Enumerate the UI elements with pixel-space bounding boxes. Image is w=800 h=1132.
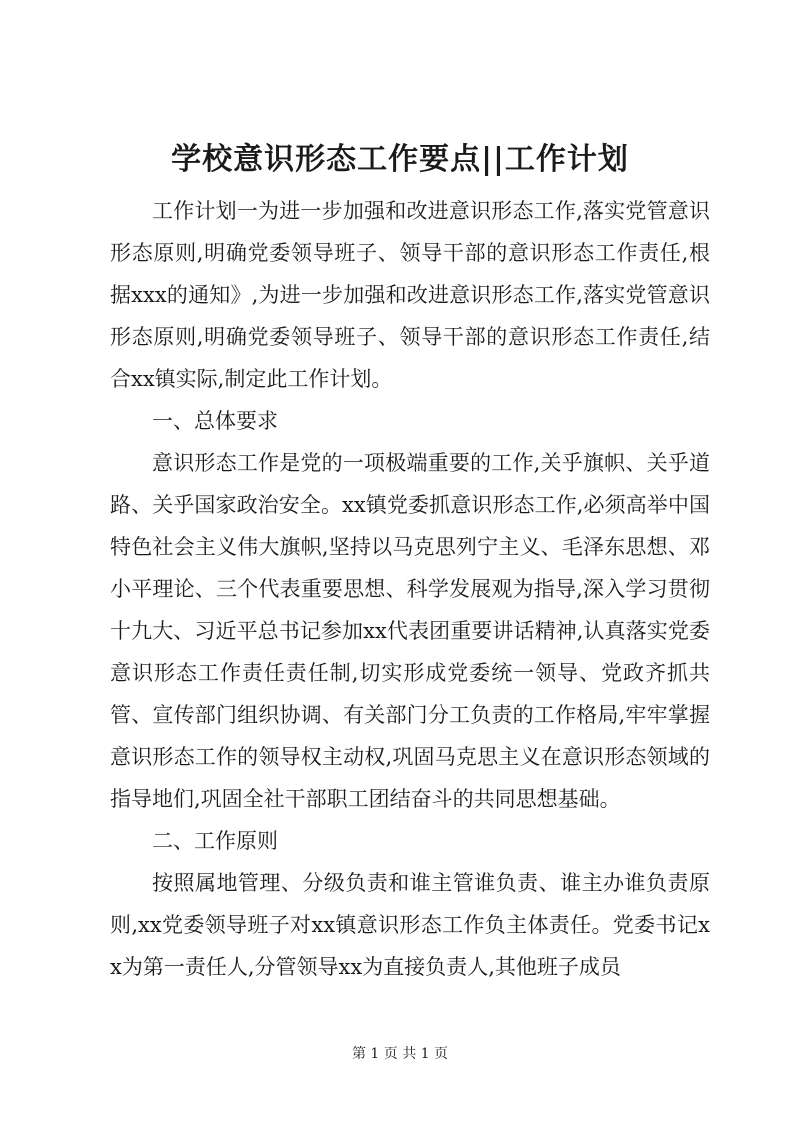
page-number-footer: 第 1 页 共 1 页: [351, 1046, 449, 1062]
paragraph-general-requirements: 意识形态工作是党的一项极端重要的工作,关乎旗帜、关乎道路、关乎国家政治安全。xx镇党委抓意识形态工作,必须高举中国特色社会主义伟大旗帜,坚持以马克思列宁主义、毛泽东思想、邓小平理论、三个代表重要思想、科学发展观为指导,深入学习贯彻十九大、习近平总书记参加xx代表团重要讲话精神,认真落实党委意识形态工作责任责任制,切实形成党委统一领导、党政齐抓共管、宣传部门组织协调、有关部门分工负责的工作格局,牢牢掌握意识形态工作的领导权主动权,巩固马克思主义在意识形态领域的指导地们,巩固全社干部职工团结奋斗的共同思想基础。: [110, 451, 710, 811]
section-heading-work-principles: 二、工作原则: [152, 829, 278, 853]
section-heading-general-requirements: 一、总体要求: [152, 409, 278, 433]
document-body: [110, 190, 710, 988]
paragraph-intro: 工作计划一为进一步加强和改进意识形态工作,落实党管意识形态原则,明确党委领导班子、领导干部的意识形态工作责任,根据xxx的通知》,为进一步加强和改进意识形态工作,落实党管意识形态原则,明确党委领导班子、领导干部的意识形态工作责任,结合xx镇实际,制定此工作计划。: [110, 199, 710, 391]
document-title: 学校意识形态工作要点||工作计划: [171, 142, 629, 177]
paragraph-work-principles: 按照属地管理、分级负责和谁主管谁负责、谁主办谁负责原则,xx党委领导班子对xx镇意识形态工作负主体责任。党委书记xx为第一责任人,分管领导xx为直接负责人,其他班子成员: [110, 871, 710, 979]
